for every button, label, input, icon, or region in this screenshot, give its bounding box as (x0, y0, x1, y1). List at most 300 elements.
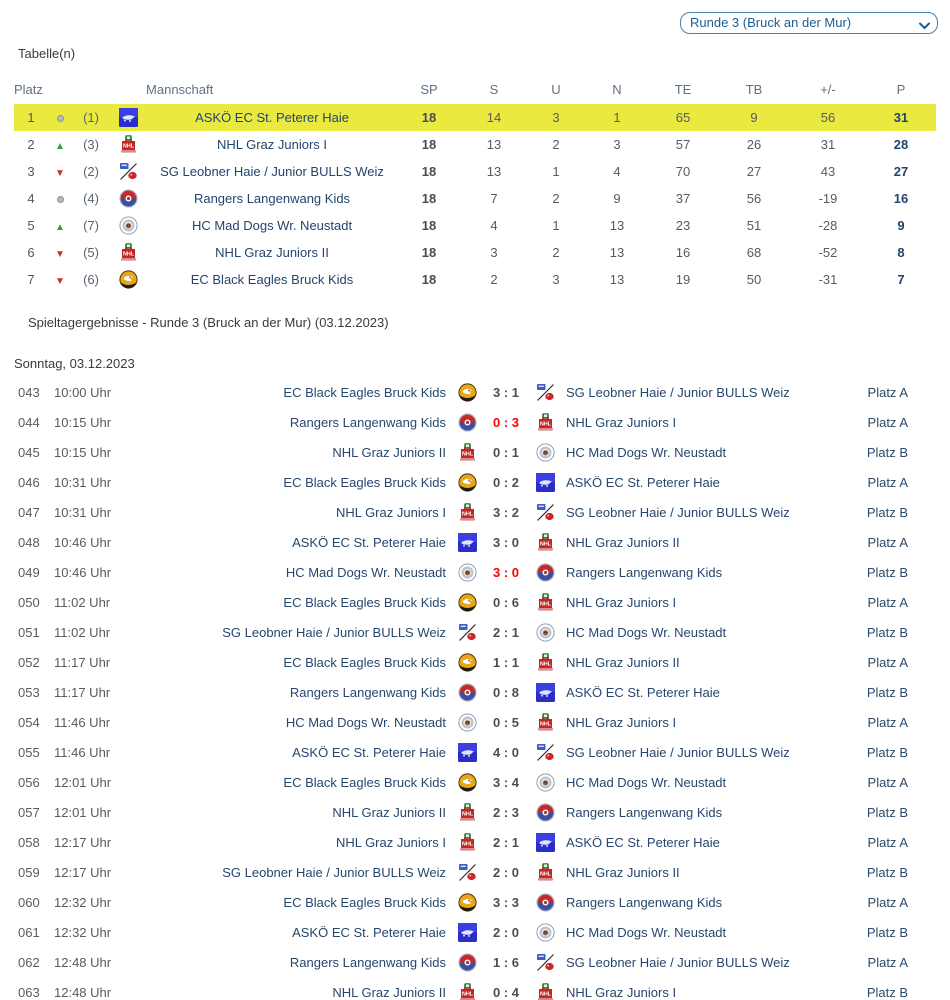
game-time: 12:17 Uhr (54, 834, 112, 850)
stat-s: 13 (486, 137, 502, 152)
game-time: 10:15 Uhr (54, 414, 112, 430)
game-number: 047 (18, 504, 40, 520)
stat-te: 16 (675, 245, 691, 260)
rank-cell: 3 (27, 164, 35, 179)
col-header-p: P (896, 82, 906, 97)
team-logo-nhl-icon (536, 413, 555, 432)
game-time: 12:01 Uhr (54, 804, 112, 820)
game-time: 10:00 Uhr (54, 384, 112, 400)
game-time: 10:46 Uhr (54, 534, 112, 550)
away-logo-cell (532, 683, 558, 702)
stat-sp: 18 (421, 164, 437, 179)
team-logo-nhl-icon (536, 863, 555, 882)
team-logo-askoe-icon (536, 683, 555, 702)
game-row (14, 647, 936, 677)
game-row (14, 827, 936, 857)
away-team-name: NHL Graz Juniors I (566, 594, 677, 610)
away-logo-cell (532, 503, 558, 522)
game-row (14, 677, 936, 707)
away-logo-cell (532, 773, 558, 792)
svg-text:NHL: NHL (461, 991, 473, 998)
game-time: 12:32 Uhr (54, 924, 112, 940)
trend-up-icon: ▲ (55, 222, 65, 233)
trend-cell (48, 239, 72, 266)
away-team-name: HC Mad Dogs Wr. Neustadt (566, 924, 727, 940)
team-logo-leoben-icon (536, 503, 555, 522)
team-logo-askoe-icon (458, 923, 477, 942)
stat-tb: 9 (718, 104, 790, 131)
away-logo-cell (532, 593, 558, 612)
logo-cell (110, 185, 146, 212)
home-logo-cell (454, 803, 480, 822)
team-name: Rangers Langenwang Kids (193, 191, 351, 206)
game-number: 043 (18, 384, 40, 400)
game-venue: Platz A (867, 414, 908, 430)
game-time: 12:48 Uhr (54, 954, 112, 970)
stat-diff: -52 (818, 245, 838, 260)
game-number: 059 (18, 864, 40, 880)
stat-points: 8 (897, 245, 905, 260)
stat-s: 2 (490, 272, 498, 287)
away-team-name: NHL Graz Juniors II (566, 654, 680, 670)
stat-n: 4 (613, 164, 621, 179)
home-team-name: ASKÖ EC St. Peterer Haie (292, 924, 446, 940)
stat-tb: 51 (746, 218, 762, 233)
game-venue: Platz A (867, 894, 908, 910)
game-row (14, 527, 936, 557)
previous-rank-cell: (3) (83, 137, 99, 152)
game-row (14, 377, 936, 407)
game-score: 0 : 3 (492, 414, 519, 430)
team-logo-askoe-icon (119, 108, 138, 127)
away-team-name: SG Leobner Haie / Junior BULLS Weiz (566, 504, 790, 520)
game-number: 048 (18, 534, 40, 550)
game-venue: Platz A (867, 474, 908, 490)
team-logo-nhl-icon (458, 803, 477, 822)
previous-rank-cell: (6) (83, 272, 99, 287)
team-logo-nhl-icon (458, 443, 477, 462)
trend-down-icon: ▼ (55, 249, 65, 260)
home-team-name: HC Mad Dogs Wr. Neustadt (285, 714, 446, 730)
game-time: 11:02 Uhr (54, 624, 111, 640)
home-logo-cell (454, 773, 480, 792)
stat-te: 57 (675, 137, 691, 152)
game-number: 058 (18, 834, 40, 850)
stat-points: 28 (893, 137, 909, 152)
team-logo-maddogs-icon (536, 923, 555, 942)
team-logo-rangers-icon (536, 803, 555, 822)
team-logo-maddogs-icon (536, 443, 555, 462)
game-row (14, 587, 936, 617)
game-time: 11:46 Uhr (54, 714, 111, 730)
standings-header-row (14, 77, 936, 104)
team-logo-askoe-icon (536, 473, 555, 492)
game-venue: Platz B (866, 744, 908, 760)
tables-label: Tabelle(n) (18, 46, 76, 61)
game-venue: Platz A (867, 594, 908, 610)
trend-down-icon: ▼ (55, 276, 65, 287)
team-logo-maddogs-icon (119, 216, 138, 235)
away-logo-cell (532, 623, 558, 642)
previous-rank-cell: (4) (83, 191, 99, 206)
game-number: 050 (18, 594, 40, 610)
team-logo-nhl-icon (536, 983, 555, 1000)
trend-up-icon: ▲ (55, 141, 65, 152)
home-team-name: NHL Graz Juniors II (332, 984, 446, 1000)
game-time: 12:32 Uhr (54, 894, 112, 910)
stat-n: 1 (586, 104, 648, 131)
game-number: 045 (18, 444, 40, 460)
home-team-name: NHL Graz Juniors I (335, 504, 446, 520)
game-row (14, 977, 936, 1000)
previous-rank-cell: (5) (83, 245, 99, 260)
stat-points: 27 (893, 164, 909, 179)
stat-sp: 18 (421, 218, 437, 233)
away-team-name: HC Mad Dogs Wr. Neustadt (566, 624, 727, 640)
game-row (14, 407, 936, 437)
game-venue: Platz B (866, 684, 908, 700)
day-label: Sonntag, 03.12.2023 (14, 356, 135, 371)
game-venue: Platz A (867, 534, 908, 550)
rank-cell: 6 (27, 245, 35, 260)
round-select[interactable] (680, 12, 938, 34)
game-time: 10:31 Uhr (54, 474, 112, 490)
team-logo-leoben-icon (458, 863, 477, 882)
home-logo-cell (454, 503, 480, 522)
game-time: 10:31 Uhr (54, 504, 112, 520)
away-logo-cell (532, 863, 558, 882)
svg-text:NHL: NHL (539, 871, 551, 878)
home-logo-cell (454, 863, 480, 882)
game-number: 052 (18, 654, 40, 670)
game-score: 3 : 2 (492, 504, 519, 520)
stat-sp: 18 (421, 245, 437, 260)
col-header-diff: +/- (820, 82, 836, 97)
logo-cell (110, 104, 146, 131)
game-venue: Platz B (866, 504, 908, 520)
home-team-name: EC Black Eagles Bruck Kids (283, 594, 446, 610)
team-logo-leoben-icon (536, 383, 555, 402)
home-logo-cell (454, 923, 480, 942)
team-logo-eagles-icon (458, 593, 477, 612)
away-logo-cell (532, 893, 558, 912)
home-team-name: EC Black Eagles Bruck Kids (283, 654, 446, 670)
home-team-name: Rangers Langenwang Kids (289, 954, 446, 970)
away-logo-cell (532, 383, 558, 402)
away-team-name: SG Leobner Haie / Junior BULLS Weiz (566, 384, 790, 400)
team-logo-nhl-icon (458, 503, 477, 522)
game-venue: Platz B (866, 864, 908, 880)
game-number: 061 (18, 924, 40, 940)
stat-points: 31 (866, 104, 936, 131)
away-logo-cell (532, 473, 558, 492)
team-logo-eagles-icon (458, 893, 477, 912)
team-logo-nhl-icon (536, 533, 555, 552)
team-logo-eagles-icon (119, 270, 138, 289)
game-time: 11:02 Uhr (54, 594, 111, 610)
team-logo-eagles-icon (458, 773, 477, 792)
away-team-name: HC Mad Dogs Wr. Neustadt (566, 444, 727, 460)
standings-table (14, 77, 936, 293)
trend-same-icon (57, 196, 64, 203)
trend-cell (48, 185, 72, 212)
stat-tb: 68 (746, 245, 762, 260)
game-time: 11:17 Uhr (54, 684, 111, 700)
game-score: 3 : 3 (492, 894, 519, 910)
game-row (14, 707, 936, 737)
home-team-name: HC Mad Dogs Wr. Neustadt (285, 564, 446, 580)
game-venue: Platz A (867, 654, 908, 670)
game-score: 0 : 8 (492, 684, 519, 700)
game-score: 4 : 0 (492, 744, 519, 760)
game-score: 0 : 5 (492, 714, 519, 730)
game-number: 055 (18, 744, 40, 760)
game-venue: Platz B (866, 564, 908, 580)
game-number: 046 (18, 474, 40, 490)
game-row (14, 437, 936, 467)
stat-diff: -19 (818, 191, 838, 206)
away-logo-cell (532, 713, 558, 732)
stat-sp: 18 (421, 272, 437, 287)
stat-points: 7 (897, 272, 905, 287)
stat-s: 3 (490, 245, 498, 260)
away-team-name: NHL Graz Juniors II (566, 534, 680, 550)
game-row (14, 887, 936, 917)
team-logo-nhl-icon (458, 983, 477, 1000)
team-logo-rangers-icon (458, 953, 477, 972)
svg-text:NHL: NHL (539, 661, 551, 668)
home-logo-cell (454, 653, 480, 672)
trend-cell (48, 158, 72, 185)
team-logo-rangers-icon (458, 413, 477, 432)
stat-sp: 18 (421, 137, 437, 152)
previous-rank-cell: (7) (83, 218, 99, 233)
stat-diff: -31 (818, 272, 838, 287)
away-team-name: Rangers Langenwang Kids (566, 894, 723, 910)
game-row (14, 557, 936, 587)
svg-text:NHL: NHL (122, 143, 134, 150)
team-logo-maddogs-icon (458, 713, 477, 732)
away-team-name: HC Mad Dogs Wr. Neustadt (566, 774, 727, 790)
game-venue: Platz B (866, 924, 908, 940)
logo-cell (110, 158, 146, 185)
team-name: HC Mad Dogs Wr. Neustadt (191, 218, 353, 233)
col-header-mannschaft: Mannschaft (146, 82, 214, 97)
home-team-name: EC Black Eagles Bruck Kids (283, 384, 446, 400)
game-number: 056 (18, 774, 40, 790)
table-row (14, 104, 936, 131)
game-score: 3 : 4 (492, 774, 519, 790)
game-row (14, 737, 936, 767)
trend-cell (48, 104, 72, 131)
svg-text:NHL: NHL (539, 601, 551, 608)
trend-cell (48, 131, 72, 158)
logo-cell (110, 239, 146, 266)
previous-rank-cell: (2) (83, 164, 99, 179)
away-team-name: Rangers Langenwang Kids (566, 564, 723, 580)
team-logo-eagles-icon (458, 653, 477, 672)
stat-te: 23 (675, 218, 691, 233)
game-number: 049 (18, 564, 40, 580)
game-time: 10:46 Uhr (54, 564, 112, 580)
trend-cell (48, 212, 72, 239)
game-score: 0 : 1 (492, 444, 519, 460)
logo-cell (110, 131, 146, 158)
home-team-name: ASKÖ EC St. Peterer Haie (292, 744, 446, 760)
table-row (14, 158, 936, 185)
game-score: 3 : 1 (492, 384, 519, 400)
away-logo-cell (532, 803, 558, 822)
away-team-name: SG Leobner Haie / Junior BULLS Weiz (566, 954, 790, 970)
table-row (14, 131, 936, 158)
stat-diff: 31 (820, 137, 836, 152)
away-logo-cell (532, 443, 558, 462)
team-logo-askoe-icon (458, 533, 477, 552)
game-score: 1 : 1 (492, 654, 519, 670)
game-time: 10:15 Uhr (54, 444, 112, 460)
results-title: Spieltagergebnisse - Runde 3 (Bruck an der Mur) (03.12.2023) (28, 315, 389, 330)
stat-n: 13 (609, 245, 625, 260)
game-time: 11:46 Uhr (54, 744, 111, 760)
game-score: 0 : 4 (492, 984, 519, 1000)
stat-s: 13 (486, 164, 502, 179)
col-header-platz: Platz (14, 82, 43, 97)
svg-text:NHL: NHL (461, 511, 473, 518)
away-logo-cell (532, 953, 558, 972)
stat-sp: 18 (396, 104, 462, 131)
topbar (0, 0, 950, 34)
team-name: SG Leobner Haie / Junior BULLS Weiz (160, 164, 384, 179)
stat-n: 3 (613, 137, 621, 152)
svg-text:NHL: NHL (461, 841, 473, 848)
game-score: 3 : 0 (492, 534, 519, 550)
home-logo-cell (454, 533, 480, 552)
game-score: 0 : 2 (492, 474, 519, 490)
team-logo-askoe-icon (536, 833, 555, 852)
away-team-name: ASKÖ EC St. Peterer Haie (566, 474, 720, 490)
round-select-wrap (680, 12, 938, 34)
home-logo-cell (454, 563, 480, 582)
trend-cell (48, 266, 72, 293)
away-logo-cell (532, 563, 558, 582)
game-venue: Platz A (867, 384, 908, 400)
col-header-tb: TB (745, 82, 763, 97)
game-score: 1 : 6 (492, 954, 519, 970)
home-logo-cell (454, 593, 480, 612)
game-row (14, 857, 936, 887)
logo-cell (110, 266, 146, 293)
team-logo-nhl-icon (119, 135, 138, 154)
col-header-s: S (489, 82, 499, 97)
away-team-name: NHL Graz Juniors II (566, 864, 680, 880)
stat-sp: 18 (421, 191, 437, 206)
game-venue: Platz B (866, 624, 908, 640)
game-row (14, 497, 936, 527)
stat-s: 4 (490, 218, 498, 233)
game-time: 12:01 Uhr (54, 774, 112, 790)
game-row (14, 797, 936, 827)
home-logo-cell (454, 683, 480, 702)
stat-u: 2 (552, 245, 560, 260)
rank-cell: 1 (14, 104, 48, 131)
stat-te: 37 (675, 191, 691, 206)
game-number: 062 (18, 954, 40, 970)
away-team-name: ASKÖ EC St. Peterer Haie (566, 834, 720, 850)
game-number: 051 (18, 624, 40, 640)
stat-u: 3 (526, 104, 586, 131)
rank-cell: 5 (27, 218, 35, 233)
games-list (14, 377, 936, 1000)
home-logo-cell (454, 893, 480, 912)
away-team-name: NHL Graz Juniors I (566, 984, 677, 1000)
game-venue: Platz B (866, 804, 908, 820)
game-score: 2 : 1 (492, 624, 519, 640)
game-number: 044 (18, 414, 40, 430)
away-team-name: Rangers Langenwang Kids (566, 804, 723, 820)
team-logo-rangers-icon (119, 189, 138, 208)
away-team-name: ASKÖ EC St. Peterer Haie (566, 684, 720, 700)
away-logo-cell (532, 833, 558, 852)
svg-text:NHL: NHL (461, 811, 473, 818)
table-row (14, 239, 936, 266)
stat-points: 9 (897, 218, 905, 233)
team-name: NHL Graz Juniors II (215, 245, 329, 260)
game-score: 2 : 0 (492, 924, 519, 940)
stat-te: 19 (675, 272, 691, 287)
svg-text:NHL: NHL (122, 251, 134, 258)
team-logo-leoben-icon (536, 953, 555, 972)
previous-rank-cell: (1) (72, 104, 110, 131)
rank-cell: 4 (27, 191, 35, 206)
game-row (14, 917, 936, 947)
home-logo-cell (454, 983, 480, 1000)
team-logo-maddogs-icon (536, 773, 555, 792)
team-name: NHL Graz Juniors I (216, 137, 328, 152)
rank-cell: 7 (27, 272, 35, 287)
home-team-name: EC Black Eagles Bruck Kids (283, 774, 446, 790)
col-header-u: U (551, 82, 561, 97)
game-time: 12:17 Uhr (54, 864, 112, 880)
team-logo-maddogs-icon (536, 623, 555, 642)
game-score: 0 : 6 (492, 594, 519, 610)
logo-cell (110, 212, 146, 239)
game-time: 12:48 Uhr (54, 984, 112, 1000)
stat-points: 16 (893, 191, 909, 206)
col-header-logo-spacer (110, 77, 146, 104)
team-name: ASKÖ EC St. Peterer Haie (146, 104, 396, 131)
team-logo-nhl-icon (536, 653, 555, 672)
team-logo-askoe-icon (458, 743, 477, 762)
game-number: 053 (18, 684, 40, 700)
away-logo-cell (532, 653, 558, 672)
trend-same-icon (57, 115, 64, 122)
home-logo-cell (454, 623, 480, 642)
stat-te: 70 (675, 164, 691, 179)
col-header-sp: SP (420, 82, 438, 97)
game-venue: Platz A (867, 774, 908, 790)
team-logo-rangers-icon (458, 683, 477, 702)
svg-text:NHL: NHL (461, 451, 473, 458)
away-logo-cell (532, 413, 558, 432)
stat-n: 13 (609, 218, 625, 233)
stat-u: 1 (552, 218, 560, 233)
home-team-name: NHL Graz Juniors II (332, 444, 446, 460)
stat-tb: 50 (746, 272, 762, 287)
home-logo-cell (454, 443, 480, 462)
home-logo-cell (454, 833, 480, 852)
game-row (14, 467, 936, 497)
stat-te: 65 (648, 104, 718, 131)
